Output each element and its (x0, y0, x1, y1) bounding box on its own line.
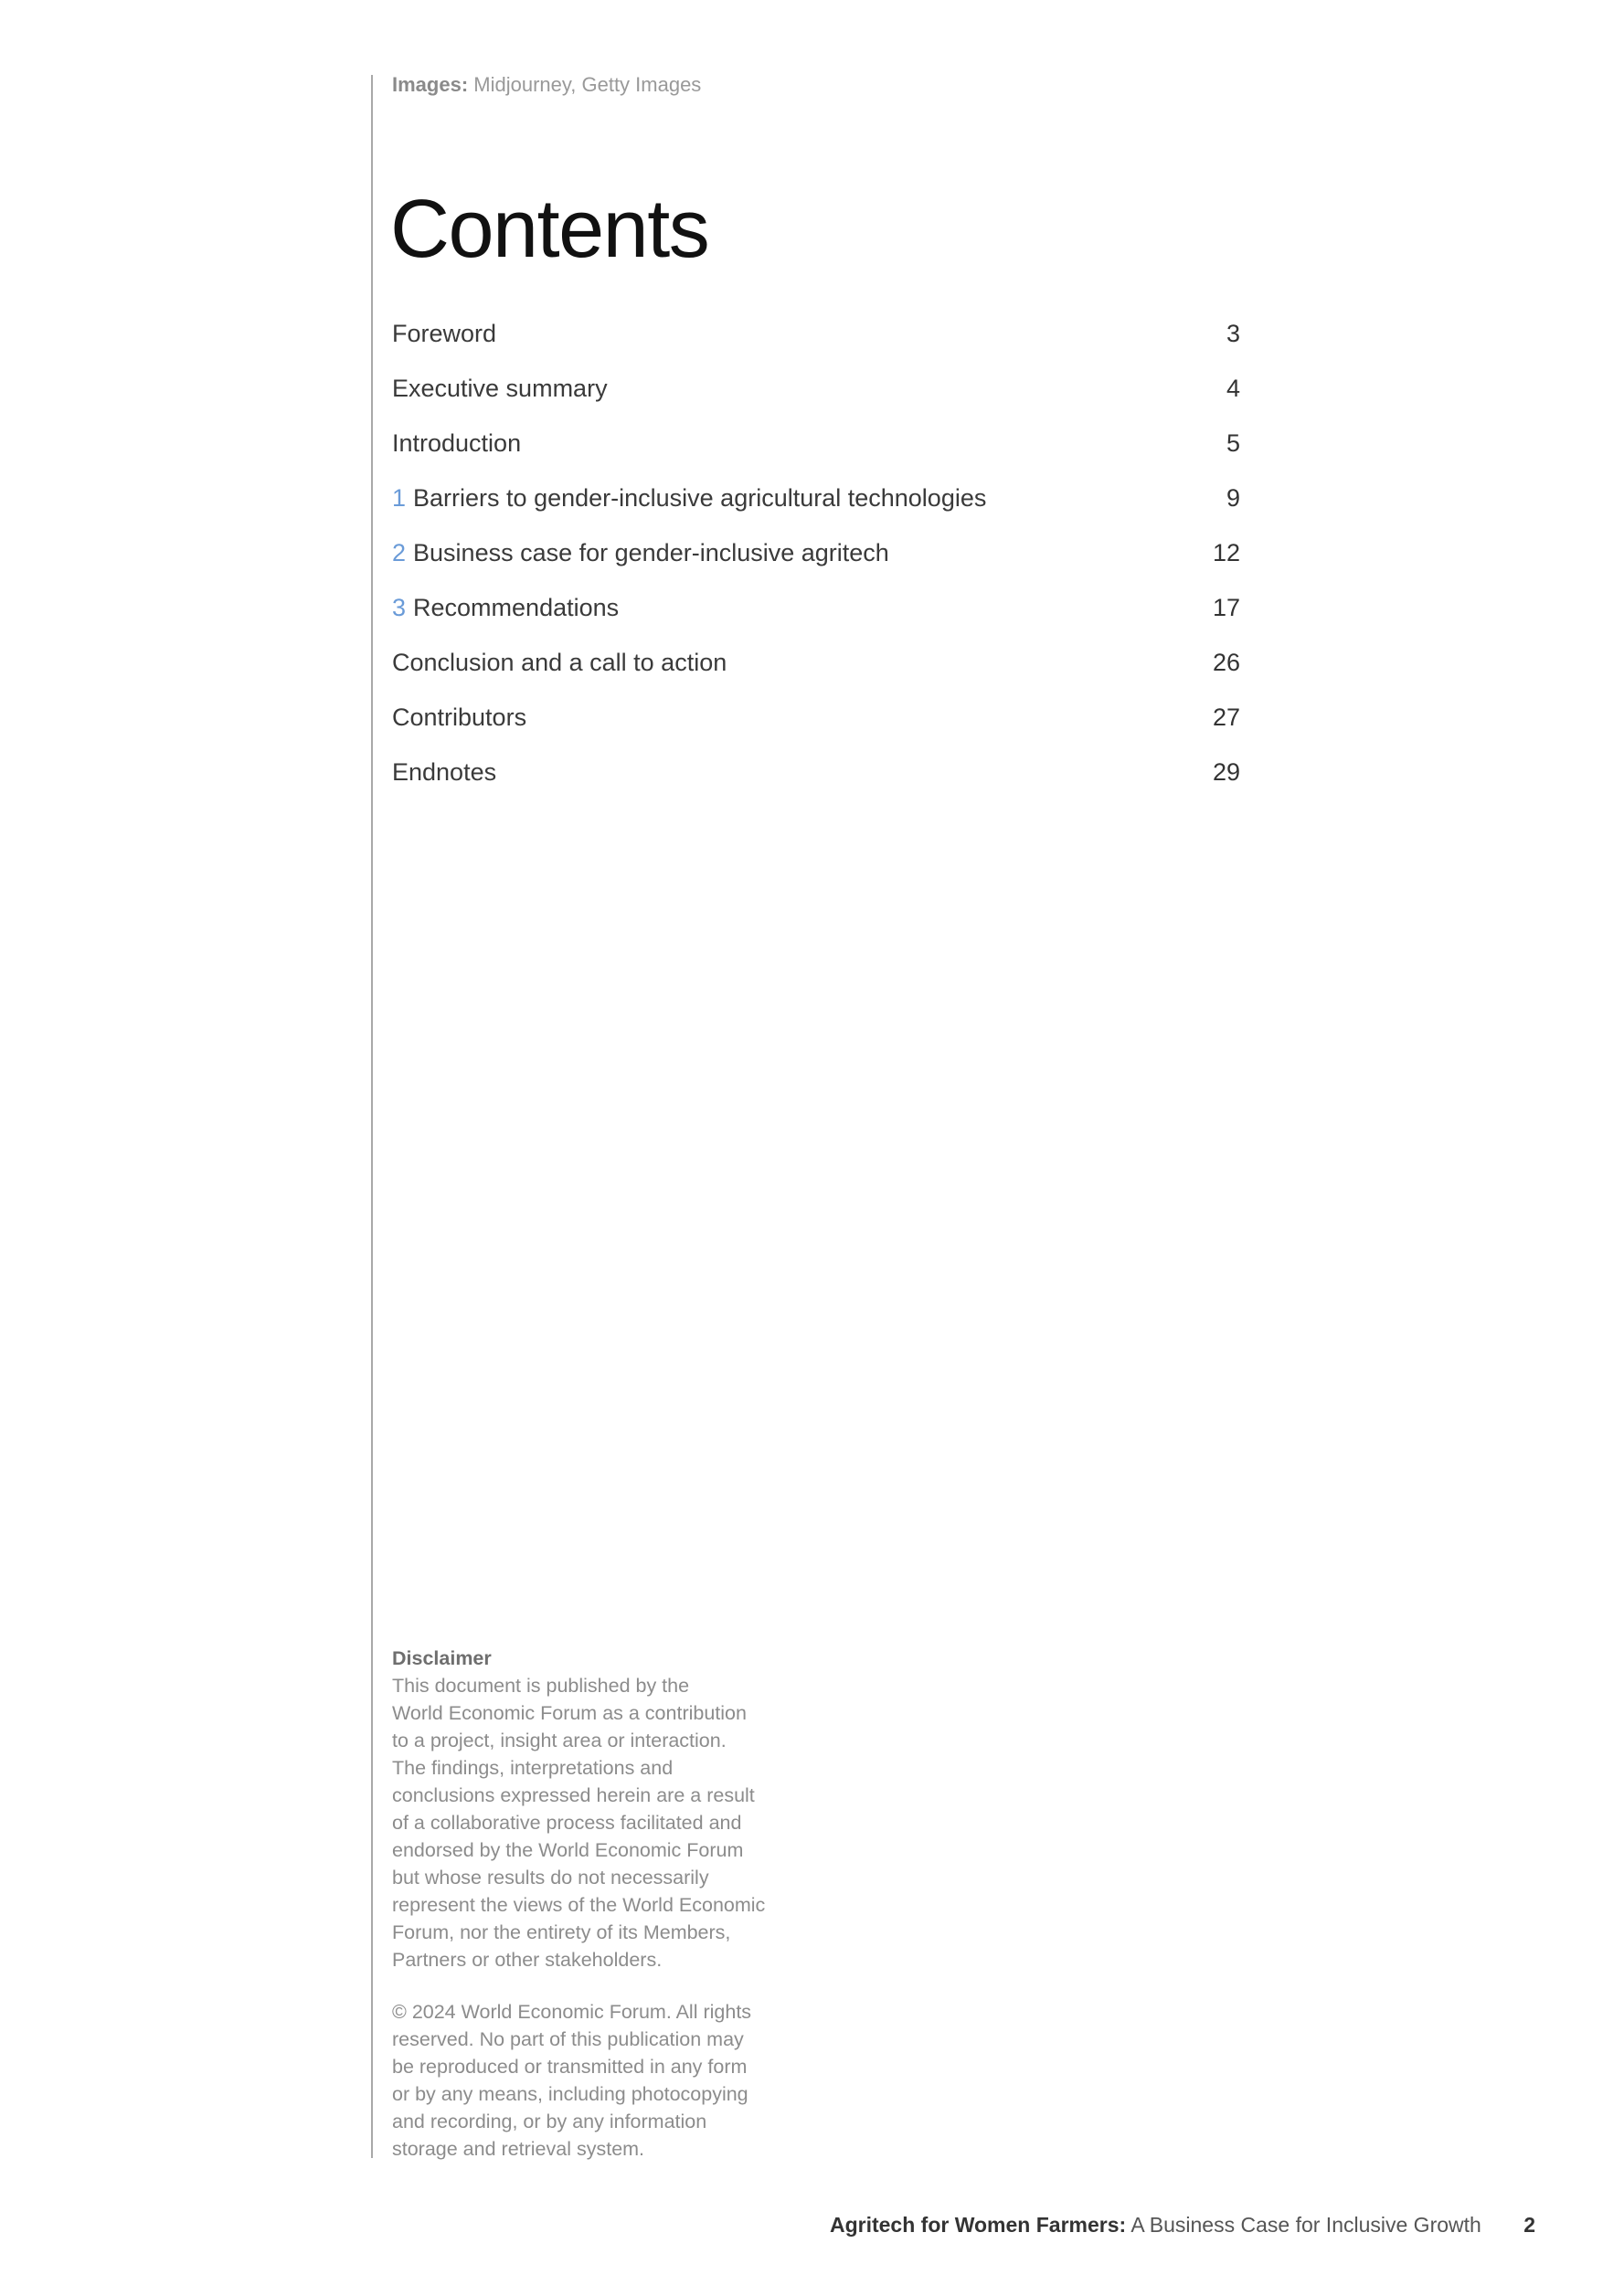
disclaimer-line: Forum, nor the entirety of its Members, (392, 1921, 731, 1943)
toc-entry-page: 29 (1212, 758, 1240, 786)
toc-entry-business-case[interactable] (392, 539, 1240, 594)
toc-entry-label: Endnotes (392, 758, 497, 786)
footer-title-bold: Agritech for Women Farmers: (829, 2213, 1127, 2237)
toc-entry-page: 4 (1226, 375, 1240, 402)
copyright-line: © 2024 World Economic Forum. All rights (392, 2001, 752, 2023)
footer-title-rest: A Business Case for Inclusive Growth (1130, 2213, 1481, 2237)
disclaimer-line: but whose results do not necessarily (392, 1867, 709, 1889)
copyright-line: be reproduced or transmitted in any form (392, 2056, 748, 2078)
toc-entry-label: Barriers to gender-inclusive agricultural technologies (413, 484, 987, 512)
image-credits-text: Midjourney, Getty Images (473, 73, 702, 96)
toc-entry-page: 27 (1212, 704, 1240, 731)
toc-entry-endnotes[interactable] (392, 758, 1240, 813)
toc-entry-page: 5 (1226, 429, 1240, 457)
toc-section-number: 2 (392, 539, 407, 566)
page-number: 2 (1523, 2213, 1535, 2237)
toc-entry-label: Executive summary (392, 375, 608, 402)
disclaimer-line: This document is published by the (392, 1675, 690, 1697)
page-footer (830, 2213, 1535, 2238)
disclaimer-line: to a project, insight area or interaction. (392, 1730, 727, 1751)
page-title: Contents (390, 184, 709, 275)
toc-section-number: 3 (392, 594, 407, 621)
disclaimer-line: The findings, interpretations and (392, 1757, 674, 1779)
toc-entry-page: 17 (1212, 594, 1240, 621)
toc-entry-page: 3 (1226, 320, 1240, 347)
copyright-line: or by any means, including photocopying (392, 2083, 748, 2105)
toc-entry-label: Introduction (392, 429, 522, 457)
copyright-notice (392, 1998, 794, 2163)
toc-entry-label: Recommendations (413, 594, 620, 621)
disclaimer-heading: Disclaimer (392, 1647, 492, 1669)
toc-entry-label: Conclusion and a call to action (392, 649, 727, 676)
image-credits (392, 73, 701, 97)
copyright-line: reserved. No part of this publication may (392, 2028, 744, 2050)
toc-section-number: 1 (392, 484, 407, 512)
copyright-line: storage and retrieval system. (392, 2138, 645, 2160)
toc-entry-label: Foreword (392, 320, 497, 347)
toc-entry-conclusion[interactable] (392, 649, 1240, 704)
toc-entry-introduction[interactable] (392, 429, 1240, 484)
disclaimer-block (392, 1645, 794, 2163)
copyright-line: and recording, or by any information (392, 2111, 707, 2132)
toc-entry-page: 9 (1226, 484, 1240, 512)
disclaimer-line: conclusions expressed herein are a result (392, 1784, 755, 1806)
toc-entry-recommendations[interactable] (392, 594, 1240, 649)
disclaimer-line: endorsed by the World Economic Forum (392, 1839, 744, 1861)
table-of-contents (392, 320, 1240, 813)
toc-entry-label: Business case for gender-inclusive agritech (413, 539, 889, 566)
toc-entry-page: 12 (1212, 539, 1240, 566)
disclaimer-text (392, 1672, 794, 1973)
disclaimer-line: of a collaborative process facilitated and (392, 1812, 742, 1834)
disclaimer-line: Partners or other stakeholders. (392, 1949, 663, 1971)
toc-entry-foreword[interactable] (392, 320, 1240, 375)
toc-entry-barriers[interactable] (392, 484, 1240, 539)
disclaimer-line: World Economic Forum as a contribution (392, 1702, 747, 1724)
toc-entry-page: 26 (1212, 649, 1240, 676)
toc-entry-label: Contributors (392, 704, 527, 731)
disclaimer-line: represent the views of the World Economic (392, 1894, 766, 1916)
margin-rule (371, 75, 373, 2158)
toc-entry-contributors[interactable] (392, 704, 1240, 758)
toc-entry-executive-summary[interactable] (392, 375, 1240, 429)
image-credits-label: Images: (392, 73, 469, 96)
